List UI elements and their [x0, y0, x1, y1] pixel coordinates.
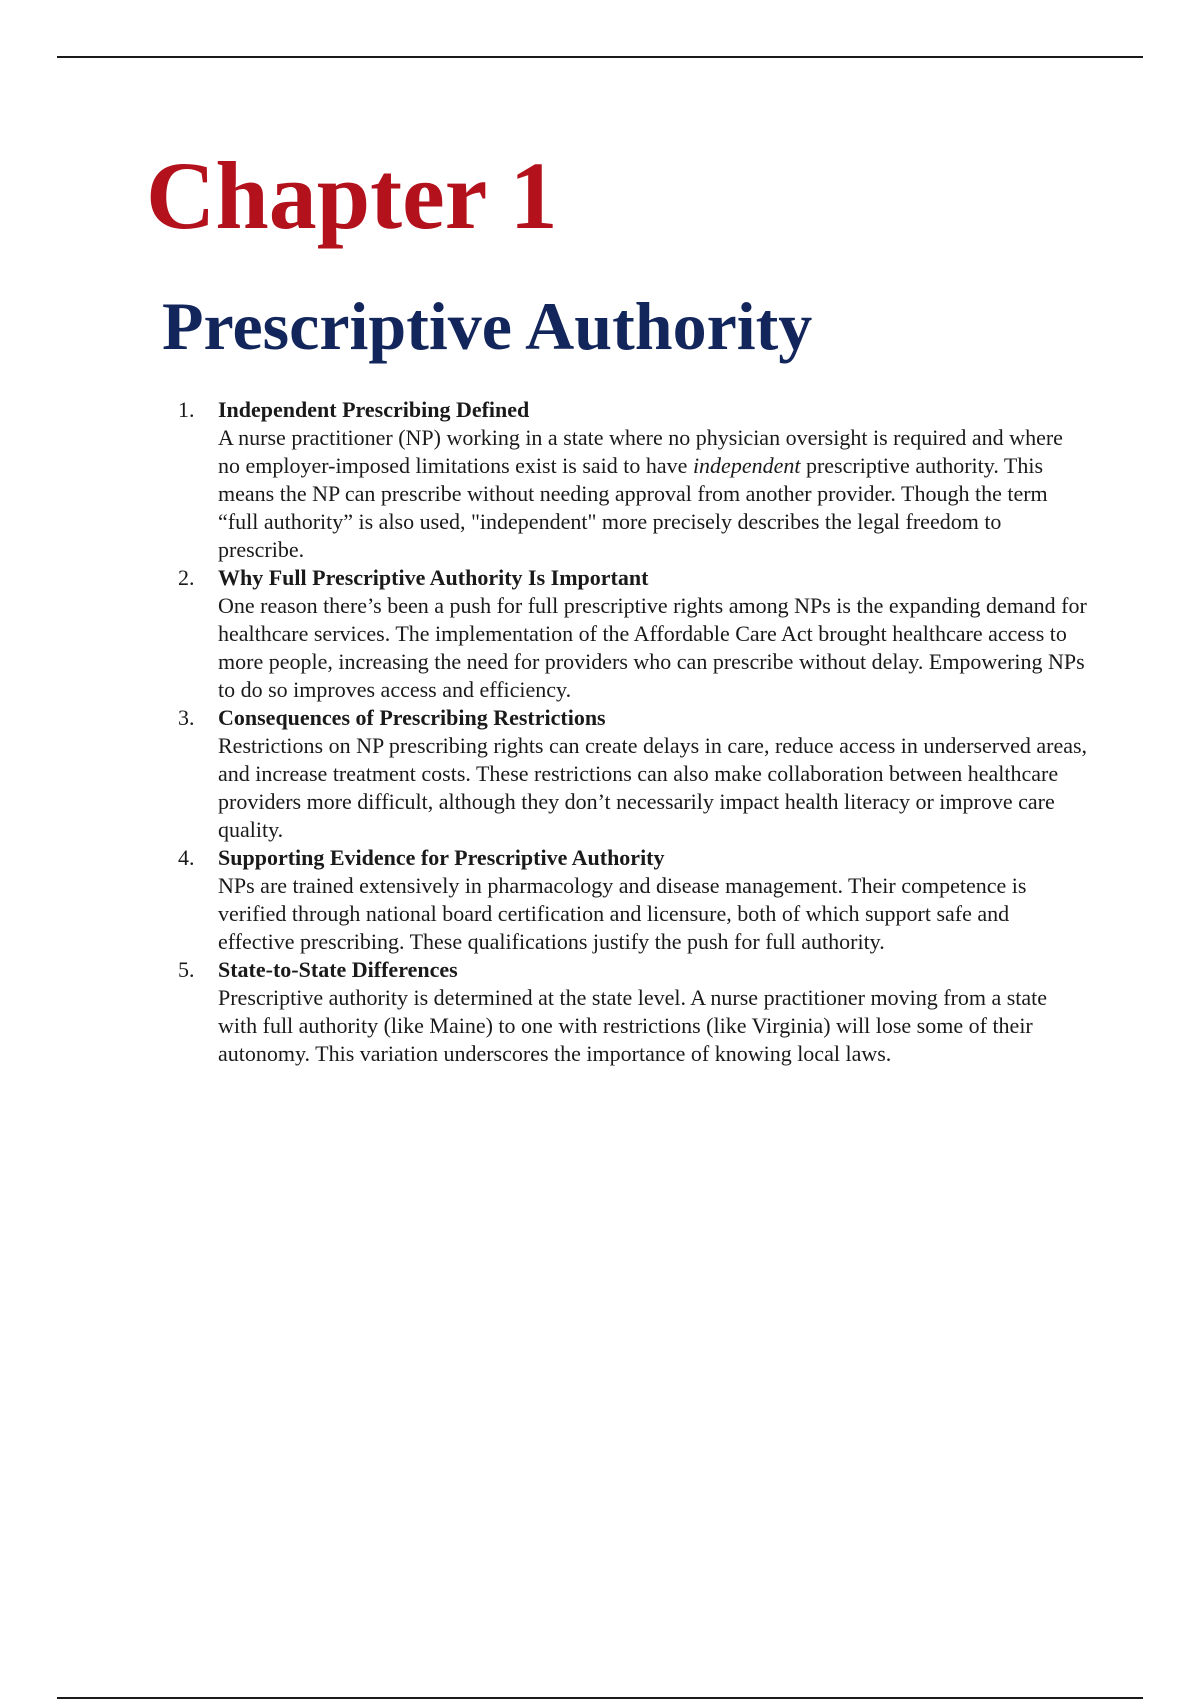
item-body-text: prescriptive authority. This means the NP can prescribe without needing approval from another provider. Though the term “full authority” is also used, "independent" more precisely describes the legal freedom to prescribe.	[218, 453, 1048, 562]
list-item	[178, 564, 1088, 704]
item-body: Restrictions on NP prescribing rights can create delays in care, reduce access in underserved areas, and increase treatment costs. These restrictions can also make collaboration between healthcare providers more difficult, although they don’t necessarily impact health literacy or improve care quality.	[218, 733, 1088, 842]
item-body: Prescriptive authority is determined at the state level. A nurse practitioner moving from a state with full authority (like Maine) to one with restrictions (like Virginia) will lose some of their autonomy. This variation underscores the importance of knowing local laws.	[218, 985, 1048, 1066]
list-item	[178, 704, 1088, 844]
item-heading: Why Full Prescriptive Authority Is Important	[218, 565, 649, 590]
page-title: Prescriptive Authority	[162, 288, 813, 364]
item-body: One reason there’s been a push for full prescriptive rights among NPs is the expanding demand for healthcare services. The implementation of the Affordable Care Act brought healthcare access to more people, increasing the need for providers who can prescribe without delay. Empowering NPs to do so improves access and efficiency.	[218, 593, 1087, 702]
list-item	[178, 396, 1088, 564]
item-number: 1.	[178, 397, 195, 422]
item-number: 4.	[178, 845, 195, 870]
item-heading: Supporting Evidence for Prescriptive Authority	[218, 845, 665, 870]
bottom-rule	[57, 1697, 1143, 1699]
list-item	[178, 844, 1088, 956]
item-heading: Consequences of Prescribing Restrictions	[218, 705, 606, 730]
item-heading: State-to-State Differences	[218, 957, 458, 982]
item-heading: Independent Prescribing Defined	[218, 397, 530, 422]
section-list	[178, 396, 1088, 1068]
item-body: NPs are trained extensively in pharmacology and disease management. Their competence is verified through national board certification and licensure, both of which support safe and effective prescribing. These qualifications justify the push for full authority.	[218, 873, 1027, 954]
item-number: 5.	[178, 957, 195, 982]
item-body-text: A nurse practitioner (NP) working in a state where no physician oversight is required and where no employer-imposed limitations exist is said to have	[218, 425, 1063, 478]
list-item	[178, 956, 1088, 1068]
item-body-emphasis: independent	[692, 453, 801, 478]
chapter-label: Chapter 1	[146, 142, 558, 249]
item-body	[218, 424, 1088, 564]
top-rule	[57, 56, 1143, 58]
item-number: 2.	[178, 565, 195, 590]
item-number: 3.	[178, 705, 195, 730]
